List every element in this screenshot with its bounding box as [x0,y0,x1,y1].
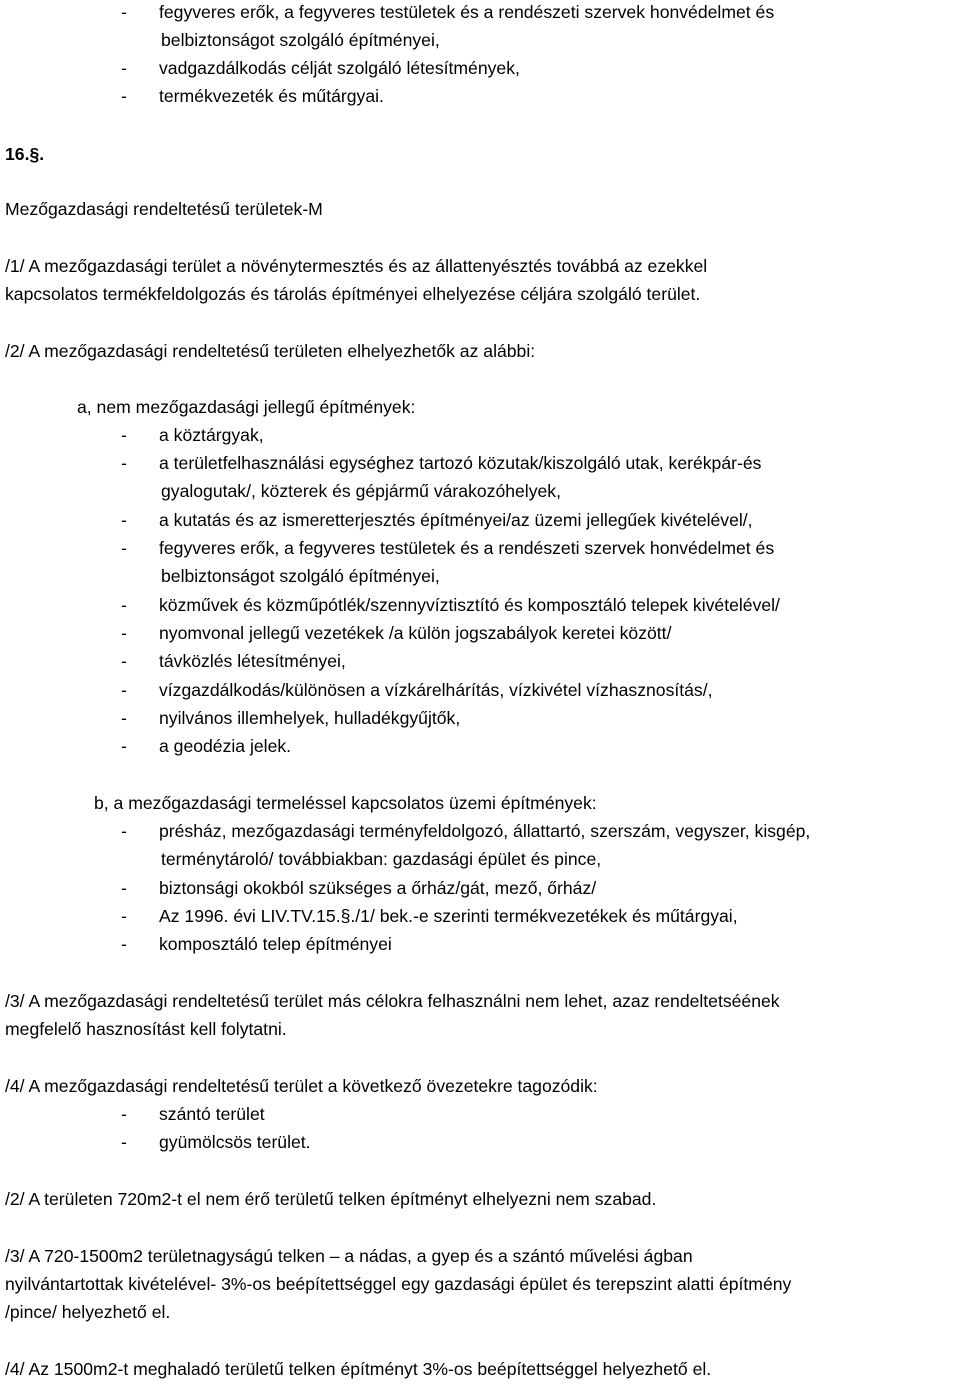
list-item-text: a kutatás és az ismeretterjesztés építményei/az üzemi jellegűek kivételével/, [159,510,753,530]
paragraph-line: /3/ A mezőgazdasági rendeltetésű terület más célokra felhasználni nem lehet, azaz rendeltetséének [5,991,780,1011]
bullet-dash: - [121,1104,127,1124]
list-item-text: gyalogutak/, közterek és gépjármű várakozóhelyek, [161,481,561,501]
bullet-dash: - [121,708,127,728]
list-item-text: belbiztonságot szolgáló építményei, [161,566,440,586]
section-title: Mezőgazdasági rendeltetésű területek-M [5,199,323,219]
bullet-dash: - [121,510,127,530]
paragraph-line: /2/ A mezőgazdasági rendeltetésű területen elhelyezhetők az alábbi: [5,341,536,361]
paragraph-line: nyilvántartottak kivételével- 3%-os beépítettséggel egy gazdasági épület és terepszint alatti építmény [5,1274,792,1294]
paragraph-line: /3/ A 720-1500m2 területnagyságú telken – a nádas, a gyep és a szántó művelési ágban [5,1246,693,1266]
bullet-dash: - [121,878,127,898]
bullet-dash: - [121,906,127,926]
bullet-dash: - [121,934,127,954]
bullet-dash: - [121,58,127,78]
bullet-dash: - [121,595,127,615]
list-item-text: a köztárgyak, [159,425,264,445]
bullet-dash: - [121,651,127,671]
paragraph-line: /pince/ helyezhető el. [5,1302,171,1322]
list-item-text: a geodézia jelek. [159,736,292,756]
list-item-text: termékvezeték és műtárgyai. [159,86,384,106]
bullet-dash: - [121,736,127,756]
bullet-dash: - [121,538,127,558]
bullet-dash: - [121,86,127,106]
bullet-dash: - [121,2,127,22]
list-item-text: terménytároló/ továbbiakban: gazdasági épület és pince, [161,849,602,869]
bullet-dash: - [121,680,127,700]
bullet-dash: - [121,425,127,445]
list-item-text: vadgazdálkodás célját szolgáló létesítmények, [159,58,520,78]
paragraph-line: /4/ A mezőgazdasági rendeltetésű terület a következő övezetekre tagozódik: [5,1076,598,1096]
bullet-dash: - [121,821,127,841]
list-item-text: közművek és közműpótlék/szennyvíztisztító és komposztáló telepek kivételével/ [159,595,780,615]
bullet-dash: - [121,1132,127,1152]
list-item-text: távközlés létesítményei, [159,651,346,671]
list-item-text: nyilvános illemhelyek, hulladékgyűjtők, [159,708,461,728]
sub-heading-a: a, nem mezőgazdasági jellegű építmények: [77,397,416,417]
list-item-text: a területfelhasználási egységhez tartozó közutak/kiszolgáló utak, kerékpár-és [159,453,762,473]
paragraph-line: kapcsolatos termékfeldolgozás és tárolás építményei elhelyezése céljára szolgáló terület. [5,284,701,304]
sub-heading-b: b, a mezőgazdasági termeléssel kapcsolatos üzemi építmények: [94,793,597,813]
paragraph-line: /1/ A mezőgazdasági terület a növénytermesztés és az állattenyésztés továbbá az ezekkel [5,256,708,276]
list-item-text: vízgazdálkodás/különösen a vízkárelhárítás, vízkivétel vízhasznosítás/, [159,680,713,700]
list-item-text: gyümölcsös terület. [159,1132,311,1152]
paragraph-line: /2/ A területen 720m2-t el nem érő területű telken építményt elhelyezni nem szabad. [5,1189,657,1209]
list-item-text: belbiztonságot szolgáló építményei, [161,30,440,50]
list-item-text: fegyveres erők, a fegyveres testületek és a rendészeti szervek honvédelmet és [159,2,775,22]
list-item-text: Az 1996. évi LIV.TV.15.§./1/ bek.-e szerinti termékvezetékek és műtárgyai, [159,906,738,926]
bullet-dash: - [121,453,127,473]
list-item-text: fegyveres erők, a fegyveres testületek és a rendészeti szervek honvédelmet és [159,538,775,558]
section-number: 16.§. [5,144,45,164]
paragraph-line: /4/ Az 1500m2-t meghaladó területű telken építményt 3%-os beépítettséggel helyezhető el. [5,1359,712,1379]
list-item-text: biztonsági okokból szükséges a őrház/gát, mező, őrház/ [159,878,597,898]
list-item-text: nyomvonal jellegű vezetékek /a külön jogszabályok keretei között/ [159,623,672,643]
bullet-dash: - [121,623,127,643]
list-item-text: présház, mezőgazdasági terményfeldolgozó, állattartó, szerszám, vegyszer, kisgép, [159,821,811,841]
list-item-text: szántó terület [159,1104,265,1124]
paragraph-line: megfelelő hasznosítást kell folytatni. [5,1019,287,1039]
list-item-text: komposztáló telep építményei [159,934,392,954]
